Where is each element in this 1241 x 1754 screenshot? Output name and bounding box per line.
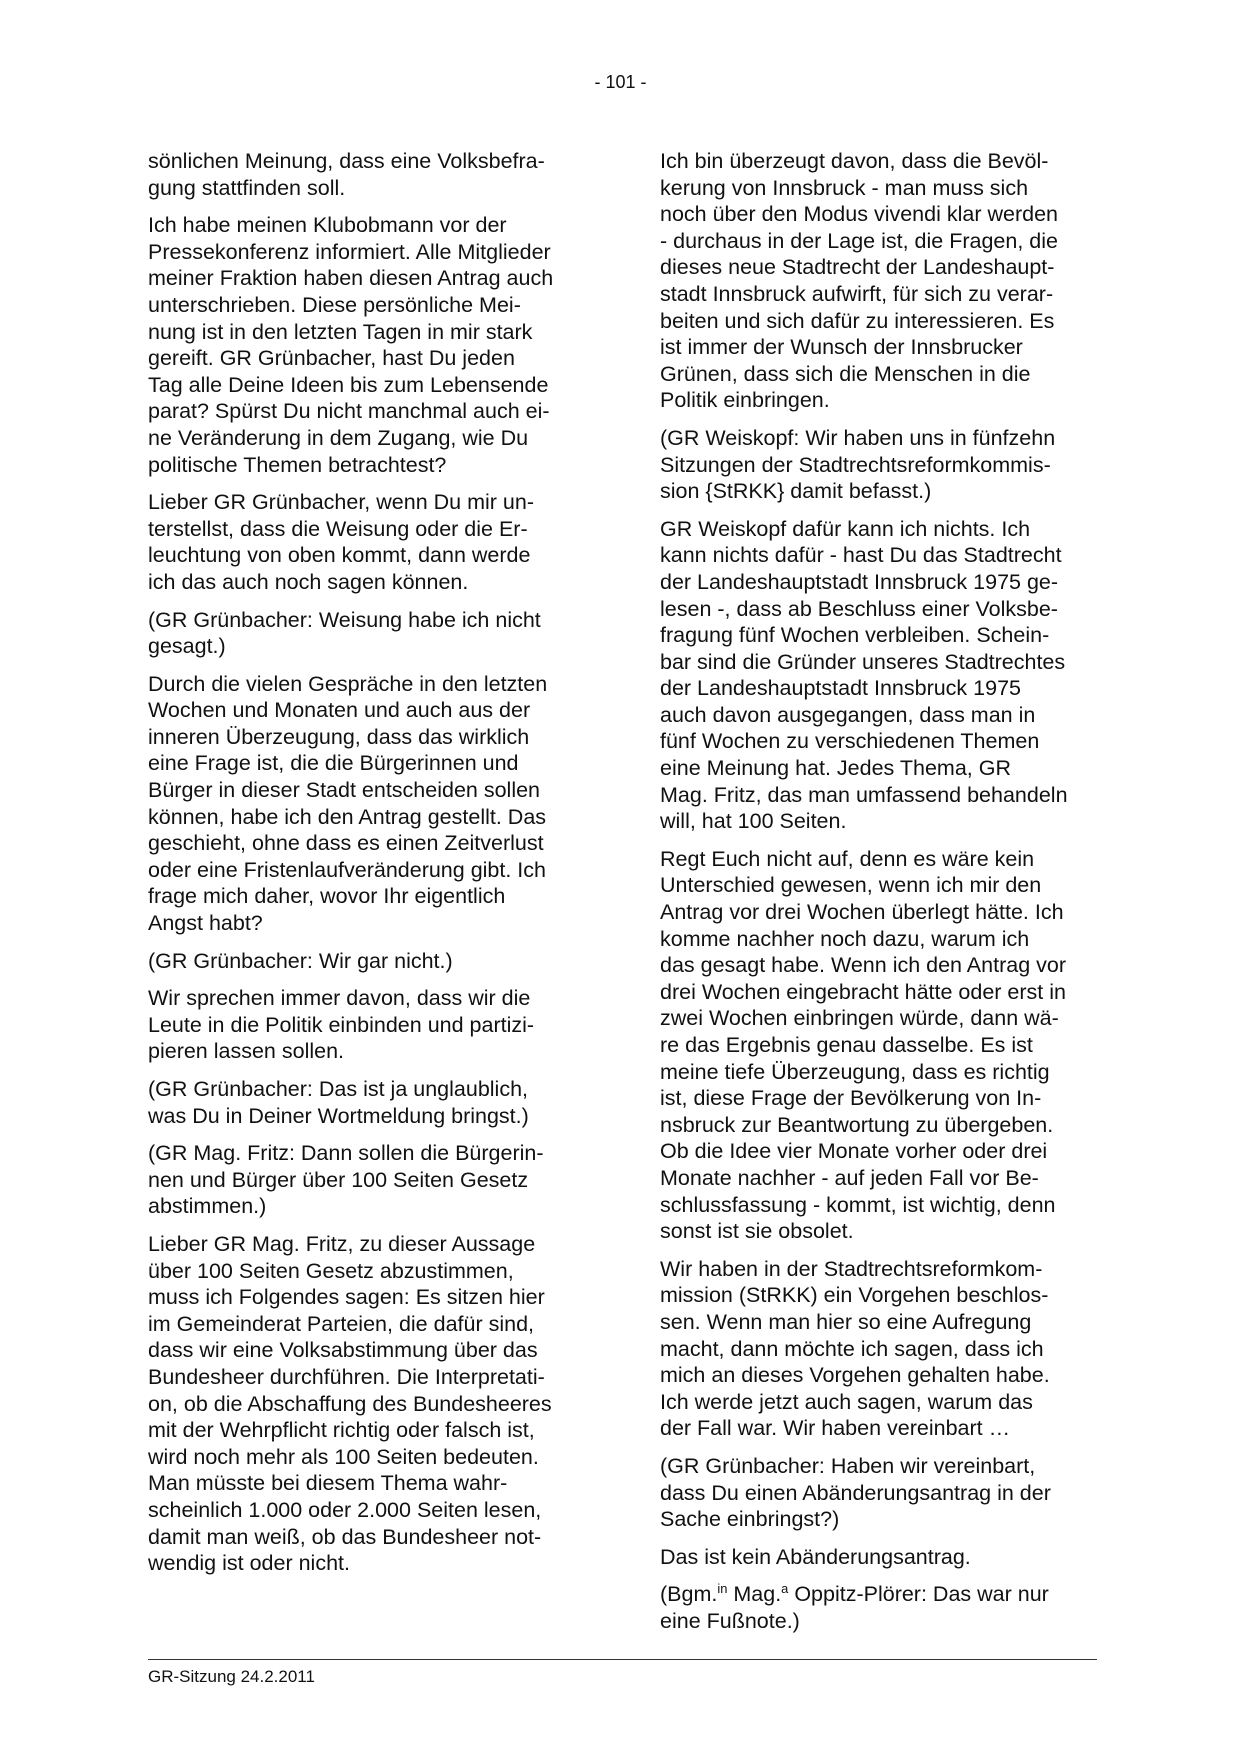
paragraph: Durch die vielen Gespräche in den letzten Wochen und Monaten und auch aus der inneren Überzeugung, dass das wirklich eine Frage ist, die die Bürgerinnen und Bürger in dieser Stadt entscheiden sollen können, habe ich den Antrag gestellt. Das geschieht, ohne dass es einen Zeitverlust oder eine Fristenlaufveränderung gibt. Ich frage mich daher, wovor Ihr eigentlich Angst habt? (148, 671, 548, 936)
paragraph: Das ist kein Abänderungsantrag. (660, 1544, 971, 1569)
paragraph: sönlichen Meinung, dass eine Volksbefra- gung stattfinden soll. (148, 149, 545, 200)
page-number: - 101 - (594, 72, 647, 92)
superscript: in (717, 1581, 728, 1597)
footer-divider (148, 1659, 1097, 1660)
paragraph: Regt Euch nicht auf, denn es wäre kein Unterschied gewesen, wenn ich mir den Antrag vor drei Wochen überlegt hätte. Ich komme nachher noch dazu, warum ich das gesagt habe. Wenn ich den Antrag vor drei Wochen eingebracht hätte oder erst in zwei Wochen einbringen würde, dann wä- re das Ergebnis genau dasselbe. Es ist meine tiefe Überzeugung, dass es richtig ist, diese Frage der Bevölkerung von In- nsbruck zur Beantwortung zu übergeben. Ob die Idee vier Monate vorher oder drei Monate nachher - auf jeden Fall vor Be- schlussfassung - kommt, ist wichtig, denn sonst ist sie obsolet. (660, 846, 1066, 1244)
paragraph: Ich habe meinen Klubobmann vor der Pressekonferenz informiert. Alle Mitglieder meiner Fraktion haben diesen Antrag auch unterschrieben. Diese persönliche Mei- nung ist in den letzten Tagen in mir stark gereift. GR Grünbacher, hast Du jeden Tag alle Deine Ideen bis zum Lebensende parat? Spürst Du nicht manchmal auch ei- ne Veränderung in dem Zugang, wie Du politische Themen betrachtest? (148, 213, 554, 477)
paragraph: (GR Grünbacher: Weisung habe ich nicht gesagt.) (148, 607, 541, 659)
paragraph: Ich bin überzeugt davon, dass die Bevöl- kerung von Innsbruck - man muss sich noch über den Modus vivendi klar werden - durchaus in der Lage ist, die Fragen, die dieses neue Stadtrecht der Landeshaupt- stadt Innsbruck aufwirft, für sich zu verar- beiten und sich dafür zu interessieren. Es ist immer der Wunsch der Innsbrucker Grünen, dass sich die Menschen in die Politik einbringen. (660, 149, 1058, 413)
paragraph: Lieber GR Mag. Fritz, zu dieser Aussage über 100 Seiten Gesetz abzustimmen, muss ich Folgendes sagen: Es sitzen hier im Gemeinderat Parteien, die dafür sind, dass wir eine Volksabstimmung über das Bundesheer durchführen. Die Interpretati- on, ob die Abschaffung des Bundesheeres mit der Wehrpflicht richtig oder falsch ist, wird noch mehr als 100 Seiten bedeuten. Man müsste bei diesem Thema wahr- scheinlich 1.000 oder 2.000 Seiten lesen, damit man weiß, ob das Bundesheer not- wendig ist oder nicht. (148, 1231, 552, 1576)
paragraph: (GR Weiskopf: Wir haben uns in fünfzehn Sitzungen der Stadtrechtsreformkommis- sion {StRKK} damit befasst.) (660, 425, 1056, 504)
text-fragment: Oppitz-Plörer: Das war nur eine Fußnote.) (660, 1582, 1049, 1633)
right-column (660, 148, 1102, 1645)
paragraph: Wir haben in der Stadtrechtsreformkom- mission (StRKK) ein Vorgehen beschlos- sen. Wenn man hier so eine Aufregung macht, dann möchte ich sagen, dass ich mich an dieses Vorgehen gehalten habe. Ich werde jetzt auch sagen, warum das der Fall war. Wir haben vereinbart … (660, 1256, 1050, 1441)
paragraph: (GR Grünbacher: Haben wir vereinbart, dass Du einen Abänderungsantrag in der Sache einbringst?) (660, 1453, 1051, 1532)
footer-text: GR-Sitzung 24.2.2011 (148, 1667, 315, 1686)
paragraph: (GR Grünbacher: Das ist ja unglaublich, was Du in Deiner Wortmeldung bringst.) (148, 1077, 529, 1128)
superscript: a (781, 1581, 789, 1597)
paragraph: (GR Grünbacher: Wir gar nicht.) (148, 948, 453, 973)
paragraph: Wir sprechen immer davon, dass wir die Leute in die Politik einbinden und partizi- pieren lassen sollen. (148, 986, 535, 1064)
text-fragment: (Bgm. (660, 1582, 718, 1607)
closing-paragraph (660, 1581, 1102, 1634)
paragraph: Lieber GR Grünbacher, wenn Du mir un- terstellst, dass die Weisung oder die Er- leuchtung von oben kommt, dann werde ich das auch noch sagen können. (148, 490, 534, 594)
left-column (148, 148, 590, 1588)
paragraph: GR Weiskopf dafür kann ich nichts. Ich kann nichts dafür - hast Du das Stadtrecht der Landeshauptstadt Innsbruck 1975 ge- lesen -, dass ab Beschluss einer Volksbe- fragung fünf Wochen verbleiben. Schein- bar sind die Gründer unseres Stadtrechtes der Landeshauptstadt Innsbruck 1975 auch davon ausgegangen, dass man in fünf Wochen zu verschiedenen Themen eine Meinung hat. Jedes Thema, GR Mag. Fritz, das man umfassend behandeln will, hat 100 Seiten. (660, 516, 1068, 834)
text-fragment: Mag. (727, 1582, 782, 1607)
paragraph: (GR Mag. Fritz: Dann sollen die Bürgerin- nen und Bürger über 100 Seiten Gesetz abstimmen.) (148, 1141, 544, 1219)
